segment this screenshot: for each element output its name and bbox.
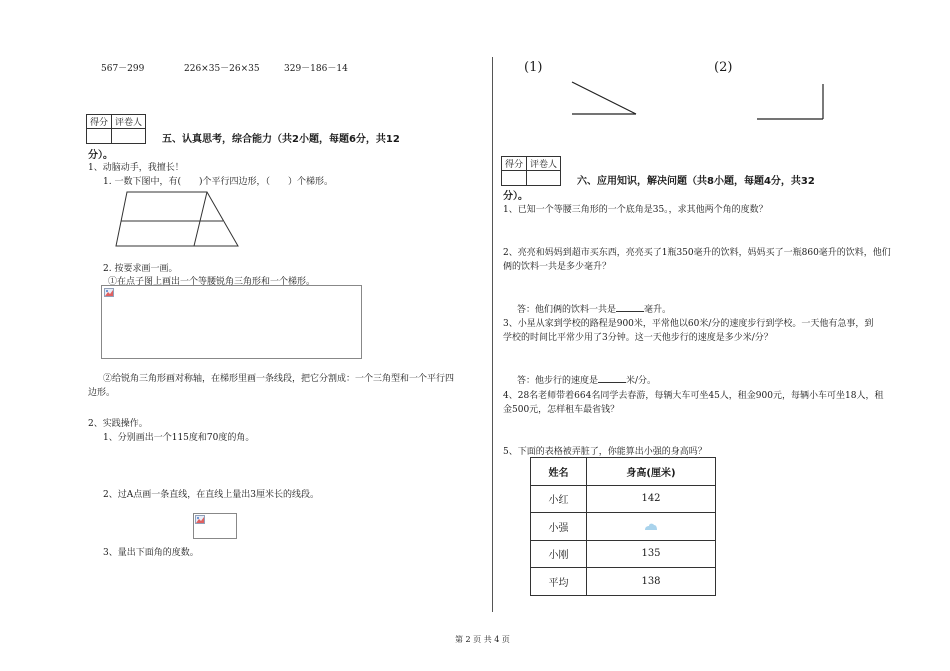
problem-1: 1、已知一个等腰三角形的一个底角是35。，求其他两个角的度数？ bbox=[503, 205, 768, 215]
question-2: 2、实践操作。 bbox=[88, 419, 148, 429]
point-a-image-placeholder bbox=[193, 513, 237, 539]
calc-item-1: 567－299 bbox=[101, 64, 145, 74]
angle-figure-2 bbox=[755, 82, 827, 122]
row-name: 小刚 bbox=[531, 540, 587, 568]
question-1-2b-line2: 边形。 bbox=[88, 388, 116, 398]
broken-image-icon bbox=[195, 515, 205, 524]
score-box-section5 bbox=[86, 114, 146, 144]
problem-5: 5、下面的表格被弄脏了，你能算出小强的身高吗？ bbox=[503, 447, 707, 457]
section6-title: 六、应用知识，解决问题（共8小题，每题4分，共32 bbox=[577, 176, 815, 187]
problem-4-line1: 4、28名老师带着664名同学去春游，每辆大车可坐45人，租金900元，每辆小车可坐18人，租 bbox=[503, 391, 884, 401]
section5-title-cont: 分）。 bbox=[88, 150, 113, 161]
problem-3-line1: 3、小星从家到学校的路程是900米，平常他以60米/分的速度步行到学校。一天他有急事，到 bbox=[503, 319, 874, 329]
row-name: 平均 bbox=[531, 568, 587, 596]
column-divider bbox=[492, 57, 493, 612]
angle-label-2: (2) bbox=[714, 60, 733, 75]
question-2-1: 1、分别画出一个115度和70度的角。 bbox=[103, 433, 255, 443]
score-cell[interactable] bbox=[502, 171, 527, 186]
row-height-smudged bbox=[587, 513, 716, 541]
table-header-row bbox=[531, 458, 716, 486]
problem-3-line2: 学校的时间比平常少用了3分钟。这一天他步行的速度是多少米/分？ bbox=[503, 333, 773, 343]
score-label: 得分 bbox=[502, 157, 527, 171]
score-box-section6 bbox=[501, 156, 561, 186]
score-cell[interactable] bbox=[87, 129, 112, 144]
broken-image-icon bbox=[104, 288, 114, 297]
problem-2-line2: 俩的饮料一共是多少毫升？ bbox=[503, 262, 612, 272]
table-row bbox=[531, 568, 716, 596]
problem-3-answer bbox=[517, 373, 656, 386]
score-label: 得分 bbox=[87, 115, 112, 129]
angle-figure-1 bbox=[570, 80, 640, 118]
header-name: 姓名 bbox=[531, 458, 587, 486]
parallelogram-trapezoid-figure bbox=[112, 188, 242, 248]
question-1: 1、动脑动手，我擅长！ bbox=[88, 163, 184, 173]
table-row bbox=[531, 485, 716, 513]
section5-title: 五、认真思考，综合能力（共2小题，每题6分，共12 bbox=[162, 134, 400, 145]
table-row bbox=[531, 540, 716, 568]
row-name: 小强 bbox=[531, 513, 587, 541]
problem-2-line1: 2、亮亮和妈妈到超市买东西，亮亮买了1瓶350毫升的饮料，妈妈买了一瓶860毫升的饮料，他们 bbox=[503, 248, 891, 258]
page-footer: 第 2 页 共 4 页 bbox=[455, 635, 510, 644]
answer-prefix: 答：他步行的速度是 bbox=[517, 376, 599, 386]
calc-item-2: 226×35－26×35 bbox=[184, 64, 260, 74]
answer-suffix: 毫升。 bbox=[644, 305, 672, 315]
section6-title-cont: 分）。 bbox=[503, 191, 528, 202]
header-height: 身高(厘米) bbox=[587, 458, 716, 486]
grader-cell[interactable] bbox=[112, 129, 146, 144]
answer-suffix: 米/分。 bbox=[626, 376, 657, 386]
height-table bbox=[530, 457, 716, 596]
question-2-3: 3、量出下面角的度数。 bbox=[103, 548, 199, 558]
question-1-2b-line1: ②给锐角三角形画对称轴，在梯形里画一条线段，把它分割成：一个三角型和一个平行四 bbox=[103, 374, 455, 384]
row-height: 142 bbox=[587, 485, 716, 513]
question-1-1: 1. 一数下图中，有( )个平行四边形，（ ）个梯形。 bbox=[103, 177, 333, 187]
grader-cell[interactable] bbox=[527, 171, 561, 186]
question-1-2a: ①在点子图上画出一个等腰锐角三角形和一个梯形。 bbox=[108, 277, 316, 287]
angle-label-1: (1) bbox=[524, 60, 543, 75]
dot-grid-image-placeholder bbox=[101, 285, 362, 359]
answer-blank[interactable] bbox=[616, 302, 644, 312]
calc-item-3: 329－186－14 bbox=[284, 64, 348, 74]
answer-prefix: 答：他们俩的饮料一共是 bbox=[517, 305, 617, 315]
row-height: 138 bbox=[587, 568, 716, 596]
row-name: 小红 bbox=[531, 485, 587, 513]
ink-smudge-icon bbox=[644, 522, 658, 531]
row-height: 135 bbox=[587, 540, 716, 568]
problem-2-answer bbox=[517, 302, 671, 315]
grader-label: 评卷人 bbox=[527, 157, 561, 171]
answer-blank[interactable] bbox=[598, 373, 626, 383]
question-1-2: 2. 按要求画一画。 bbox=[103, 264, 178, 274]
question-2-2: 2、过A点画一条直线，在直线上量出3厘米长的线段。 bbox=[103, 490, 319, 500]
table-row bbox=[531, 513, 716, 541]
problem-4-line2: 金500元，怎样租车最省钱？ bbox=[503, 405, 620, 415]
grader-label: 评卷人 bbox=[112, 115, 146, 129]
